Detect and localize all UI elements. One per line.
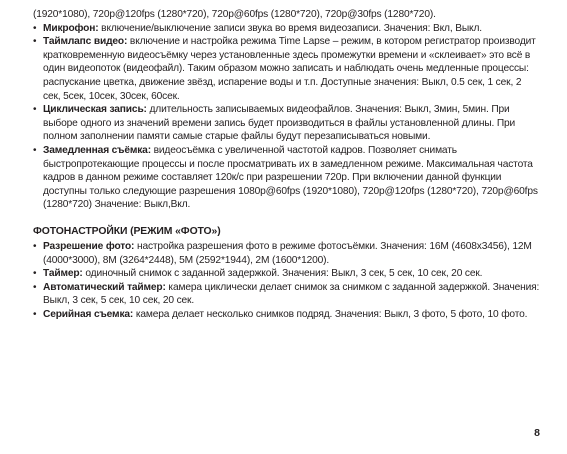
- item-term: Серийная съемка:: [43, 308, 134, 320]
- item-term: Микрофон:: [43, 22, 99, 34]
- item-text: видеосъёмка с увеличенной частотой кадров. Позволяет снимать быстропротекающие процессы и после просматривать их в замедленном режиме. Максимальная частота кадров в данном режиме составляет 120к/с при разрешении 720р. При включении данной функции доступны только следующие разрешения 1080р@60fps (1920*1080), 720p@120fps (1280*720), 720p@60fps (1280*720) Значение: Выкл,Вкл.: [43, 144, 538, 211]
- list-item-timer: [30, 267, 540, 281]
- bullet-icon: •: [33, 281, 37, 293]
- item-term: Циклическая запись:: [43, 104, 147, 116]
- item-text: камера делает несколько снимков подряд. Значения: Выкл, 3 фото, 5 фото, 10 фото.: [133, 308, 528, 320]
- bullet-icon: •: [33, 308, 37, 320]
- item-text: включение и настройка режима Time Lapse – режим, в котором регистратор производит кратковременную видеосъёмку через установленные здесь промежутки времени и «склеивает» это всё в один видеопоток (видеофайл). Таким образом можно записать и наблюдать очень медленные процессы: распускание цветка, движение звёзд, испарение воды и т.п. Доступные значения: Выкл, 0.5 сек, 1 сек, 2 сек, 5сек, 10сек, 30сек, 60сек.: [43, 36, 536, 102]
- list-item-loop-recording: [30, 103, 540, 144]
- item-text: включение/выключение записи звука во время видеозаписи. Значения: Вкл, Выкл.: [98, 22, 482, 34]
- bullet-icon: •: [33, 268, 37, 280]
- bullet-icon: •: [33, 36, 37, 48]
- page-number: 8: [534, 427, 540, 439]
- item-text: настройка разрешения фото в режиме фотосъёмки. Значения: 16M (4608x3456), 12M (4000*3000), 8M (3264*2448), 5M (2592*1944), 2M (1600*1200).: [43, 240, 532, 266]
- item-term: Автоматический таймер:: [43, 281, 166, 293]
- item-term: Разрешение фото:: [43, 240, 135, 252]
- bullet-icon: •: [33, 144, 37, 156]
- item-text: камера циклически делает снимок за снимком с заданной задержкой. Значения: Выкл, 3 сек, 5 сек, 10 сек, 20 сек.: [43, 281, 540, 307]
- list-item-burst: [30, 308, 540, 322]
- video-settings-list: [30, 22, 540, 212]
- photo-settings-list: [30, 240, 540, 322]
- bullet-icon: •: [33, 104, 37, 116]
- item-term: Таймер:: [43, 268, 83, 280]
- section-title-photo: ФОТОНАСТРОЙКИ (РЕЖИМ «ФОТО»): [33, 225, 221, 237]
- manual-page: [30, 8, 540, 321]
- list-item-auto-timer: [30, 281, 540, 308]
- continuation-line: (1920*1080), 720p@120fps (1280*720), 720p@60fps (1280*720), 720p@30fps (1280*720).: [33, 9, 436, 20]
- item-text: длительность записываемых видеофайлов. Значения: Выкл, 3мин, 5мин. При выборе одного из значений времени запись будет производиться в файлы установленной длины. При полном заполнении памяти самые старые файлы будут перезаписываться новыми.: [43, 104, 516, 143]
- item-text: одиночный снимок с заданной задержкой. Значения: Выкл, 3 сек, 5 сек, 10 сек, 20 сек.: [82, 268, 483, 280]
- bullet-icon: •: [33, 22, 37, 34]
- item-term: Замедленная съёмка:: [43, 144, 151, 156]
- item-term: Таймлапс видео:: [43, 36, 128, 48]
- list-item-microphone: [30, 22, 540, 36]
- bullet-icon: •: [33, 240, 37, 252]
- list-item-slow-motion: [30, 144, 540, 212]
- list-item-photo-resolution: [30, 240, 540, 267]
- list-item-timelapse: [30, 35, 540, 103]
